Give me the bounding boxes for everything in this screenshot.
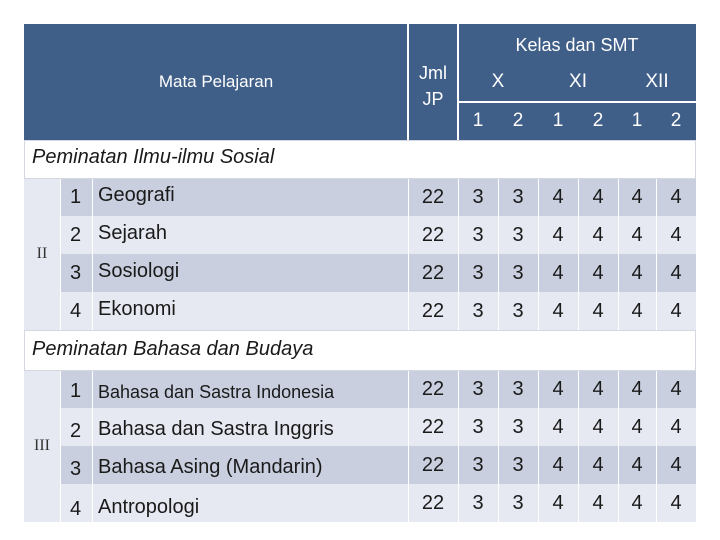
jp-value: 22 <box>421 262 445 284</box>
semester-value: 4 <box>552 378 564 400</box>
divider <box>92 178 93 330</box>
jp-value: 22 <box>421 454 445 476</box>
row-number: 3 <box>70 458 82 480</box>
jp-value: 22 <box>421 416 445 438</box>
divider <box>92 370 93 522</box>
header-sem: 2 <box>656 102 696 140</box>
jp-value: 22 <box>421 186 445 208</box>
semester-value: 4 <box>552 262 564 284</box>
section-border <box>24 140 696 179</box>
header-sem: 2 <box>498 102 538 140</box>
semester-value: 4 <box>631 300 643 322</box>
header-sem: 1 <box>618 102 656 140</box>
semester-value: 4 <box>670 186 682 208</box>
semester-value: 4 <box>552 224 564 246</box>
semester-value: 4 <box>552 186 564 208</box>
semester-value: 3 <box>512 186 524 208</box>
header-jml-jp: Jml JP <box>408 24 458 140</box>
semester-value: 4 <box>592 454 604 476</box>
semester-value: 4 <box>592 186 604 208</box>
semester-value: 3 <box>472 262 484 284</box>
semester-value: 4 <box>592 224 604 246</box>
header-subject: Mata Pelajaran <box>24 24 408 140</box>
semester-value: 4 <box>552 300 564 322</box>
semester-value: 4 <box>670 262 682 284</box>
subject-name: Antropologi <box>98 496 200 518</box>
header-kelas: Kelas dan SMT <box>458 28 696 62</box>
subject-name: Bahasa dan Sastra Inggris <box>98 418 334 440</box>
semester-value: 4 <box>592 262 604 284</box>
subject-name: Sosiologi <box>98 260 180 282</box>
row-number: 4 <box>70 498 82 520</box>
semester-value: 4 <box>592 300 604 322</box>
row-number: 1 <box>70 380 82 402</box>
semester-value: 3 <box>512 300 524 322</box>
semester-value: 4 <box>552 416 564 438</box>
subject-name: Sejarah <box>98 222 167 244</box>
section-title: Peminatan Ilmu-ilmu Sosial <box>32 146 275 168</box>
row-number: 4 <box>70 300 82 322</box>
row-number: 2 <box>70 420 82 442</box>
row-number: 2 <box>70 224 82 246</box>
semester-value: 4 <box>670 492 682 514</box>
header-class-x: X <box>458 62 538 102</box>
semester-value: 3 <box>512 454 524 476</box>
semester-value: 3 <box>472 416 484 438</box>
subject-name: Geografi <box>98 184 175 206</box>
semester-value: 4 <box>631 186 643 208</box>
semester-value: 4 <box>670 224 682 246</box>
jp-value: 22 <box>421 300 445 322</box>
subject-name: Bahasa Asing (Mandarin) <box>98 456 323 478</box>
semester-value: 4 <box>670 378 682 400</box>
subject-name: Bahasa dan Sastra Indonesia <box>98 382 335 402</box>
jp-value: 22 <box>421 492 445 514</box>
jp-value: 22 <box>421 378 445 400</box>
divider <box>457 24 459 140</box>
semester-value: 3 <box>512 416 524 438</box>
semester-value: 3 <box>472 224 484 246</box>
header-class-xi: XI <box>538 62 618 102</box>
semester-value: 4 <box>592 378 604 400</box>
group-number: II <box>24 178 60 330</box>
divider <box>60 370 61 522</box>
semester-value: 3 <box>512 262 524 284</box>
semester-value: 3 <box>472 454 484 476</box>
semester-value: 3 <box>472 378 484 400</box>
row-number: 1 <box>70 186 82 208</box>
semester-value: 4 <box>631 262 643 284</box>
divider <box>458 101 696 103</box>
subject-name: Ekonomi <box>98 298 176 320</box>
semester-value: 4 <box>631 416 643 438</box>
header-sem: 1 <box>538 102 578 140</box>
row-number: 3 <box>70 262 82 284</box>
divider <box>60 178 61 330</box>
semester-value: 4 <box>631 492 643 514</box>
semester-value: 4 <box>670 300 682 322</box>
semester-value: 3 <box>512 492 524 514</box>
header-class-xii: XII <box>618 62 696 102</box>
section-border <box>24 330 696 371</box>
section-title: Peminatan Bahasa dan Budaya <box>32 338 314 360</box>
semester-value: 3 <box>472 186 484 208</box>
semester-value: 3 <box>472 492 484 514</box>
semester-value: 4 <box>631 454 643 476</box>
semester-value: 4 <box>670 454 682 476</box>
header-sem: 1 <box>458 102 498 140</box>
semester-value: 3 <box>472 300 484 322</box>
semester-value: 4 <box>552 492 564 514</box>
group-number: III <box>24 370 60 522</box>
semester-value: 4 <box>592 416 604 438</box>
semester-value: 3 <box>512 224 524 246</box>
semester-value: 4 <box>631 224 643 246</box>
jp-value: 22 <box>421 224 445 246</box>
semester-value: 4 <box>552 454 564 476</box>
semester-value: 4 <box>631 378 643 400</box>
divider <box>407 24 409 140</box>
semester-value: 4 <box>670 416 682 438</box>
header-sem: 2 <box>578 102 618 140</box>
semester-value: 4 <box>592 492 604 514</box>
semester-value: 3 <box>512 378 524 400</box>
